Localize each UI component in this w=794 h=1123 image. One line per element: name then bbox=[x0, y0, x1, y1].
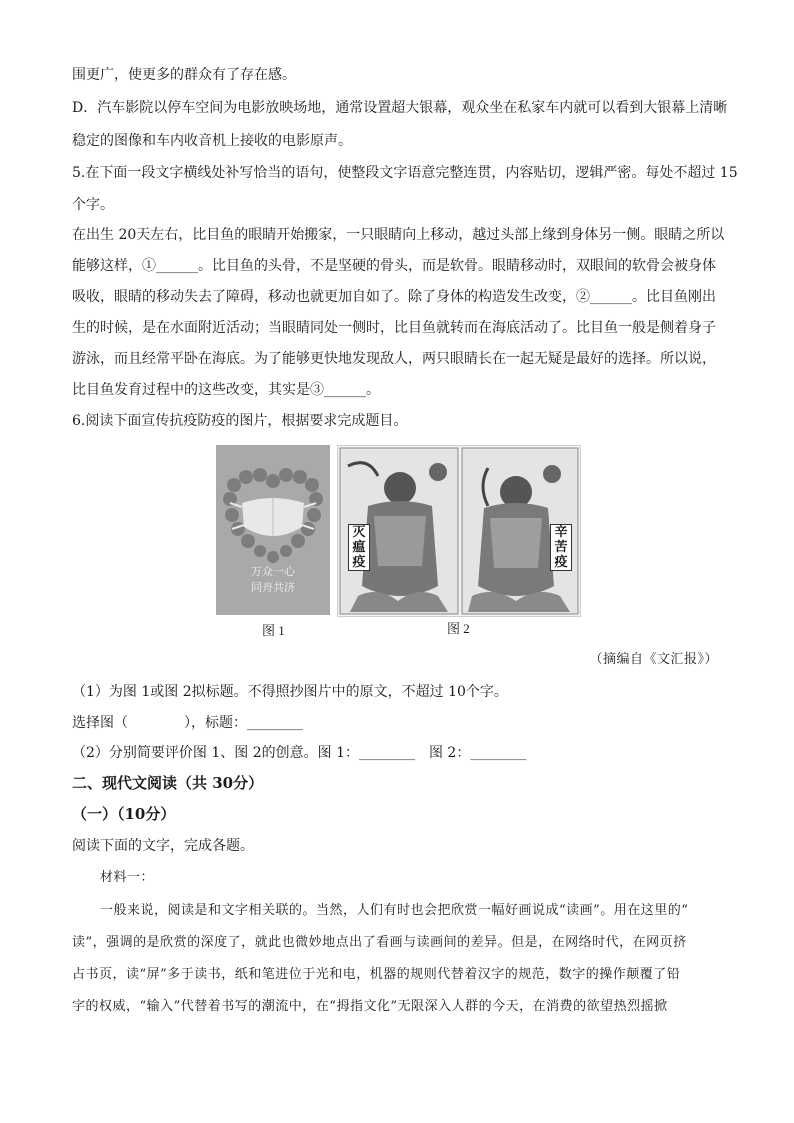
question-5: 5.在下面一段文字横线处补写恰当的语句，使整段文字语意完整连贯，内容贴切，逻辑严密。每处不超过 15 bbox=[72, 165, 738, 181]
figure-1 bbox=[216, 445, 330, 615]
door-gods-illustration bbox=[338, 446, 580, 616]
passage-line: 生的时候，是在水面附近活动；当眼睛同处一侧时，比目鱼就转而在海底活动了。比目鱼一般是侧着身子 bbox=[72, 320, 716, 336]
answer-line: 选择图（ ），标题：________ bbox=[72, 715, 303, 731]
passage-line: 吸收，眼睛的移动失去了障碍，移动也就更加自如了。除了身体的构造发生改变，②______。比目鱼刚出 bbox=[72, 289, 716, 305]
option-d: D．汽车影院以停车空间为电影放映场地，通常设置超大银幕，观众坐在私家车内就可以看到大银幕上清晰 bbox=[72, 100, 728, 116]
passage-line: 能够这样，①______。比目鱼的头骨，不是坚硬的骨头，而是软骨。眼睛移动时，双眼间的软骨会被身体 bbox=[72, 258, 716, 274]
material-line: 一般来说，阅读是和文字相关联的。当然，人们有时也会把欣赏一幅好画说成“读画”。用在这里的“ bbox=[100, 903, 689, 918]
question-6-1: （1）为图 1或图 2拟标题。不得照抄图片中的原文，不超过 10个字。 bbox=[72, 684, 508, 700]
figure-1-caption: 图 1 bbox=[262, 623, 285, 638]
figure-2 bbox=[337, 445, 581, 617]
passage-line: 比目鱼发育过程中的这些改变，其实是③______。 bbox=[72, 382, 380, 398]
figure-1-slogan-1: 万众一心 bbox=[251, 565, 295, 578]
figure-2-left-label: 灭瘟疫 bbox=[348, 524, 370, 571]
figure-2-right-label: 辛苦疫 bbox=[550, 524, 572, 571]
text-line: 围更广，使更多的群众有了存在感。 bbox=[72, 67, 296, 83]
text-line: 稳定的图像和车内收音机上接收的电影原声。 bbox=[72, 133, 352, 149]
text-line: 个字。 bbox=[72, 197, 114, 213]
material-line: 读”，强调的是欣赏的深度了，就此也微妙地点出了看画与读画间的差异。但是，在网络时代，在网页挤 bbox=[72, 935, 687, 950]
question-6-2: （2）分别简要评价图 1、图 2的创意。图 1：________ 图 2：________ bbox=[72, 745, 527, 761]
figure-2-caption: 图 2 bbox=[447, 621, 470, 636]
subsection-heading: （一）（10分） bbox=[72, 805, 176, 823]
source-note: （摘编自《文汇报》） bbox=[589, 652, 718, 667]
passage-line: 游泳，而且经常平卧在海底。为了能够更快地发现敌人，两只眼睛长在一起无疑是最好的选择。所以说， bbox=[72, 351, 716, 367]
question-6: 6.阅读下面宣传抗疫防疫的图片，根据要求完成题目。 bbox=[72, 413, 408, 429]
passage-line: 在出生 20天左右，比目鱼的眼睛开始搬家，一只眼睛向上移动，越过头部上缘到身体另一侧。眼睛之所以 bbox=[72, 227, 725, 243]
material-line: 占书页，读“屏”多于读书，纸和笔进位于光和电，机器的规则代替着汉字的规范，数字的操作颠覆了铅 bbox=[72, 967, 681, 982]
section-heading: 二、现代文阅读（共 30分） bbox=[72, 774, 264, 792]
instruction: 阅读下面的文字，完成各题。 bbox=[72, 838, 254, 854]
material-line: 字的权威，“输入”代替着书写的潮流中，在“拇指文化”无限深入人群的今天，在消费的欲望热烈摇掀 bbox=[72, 999, 668, 1014]
material-label: 材料一： bbox=[100, 870, 155, 885]
figure-1-slogan-2: 同舟共济 bbox=[251, 581, 295, 594]
